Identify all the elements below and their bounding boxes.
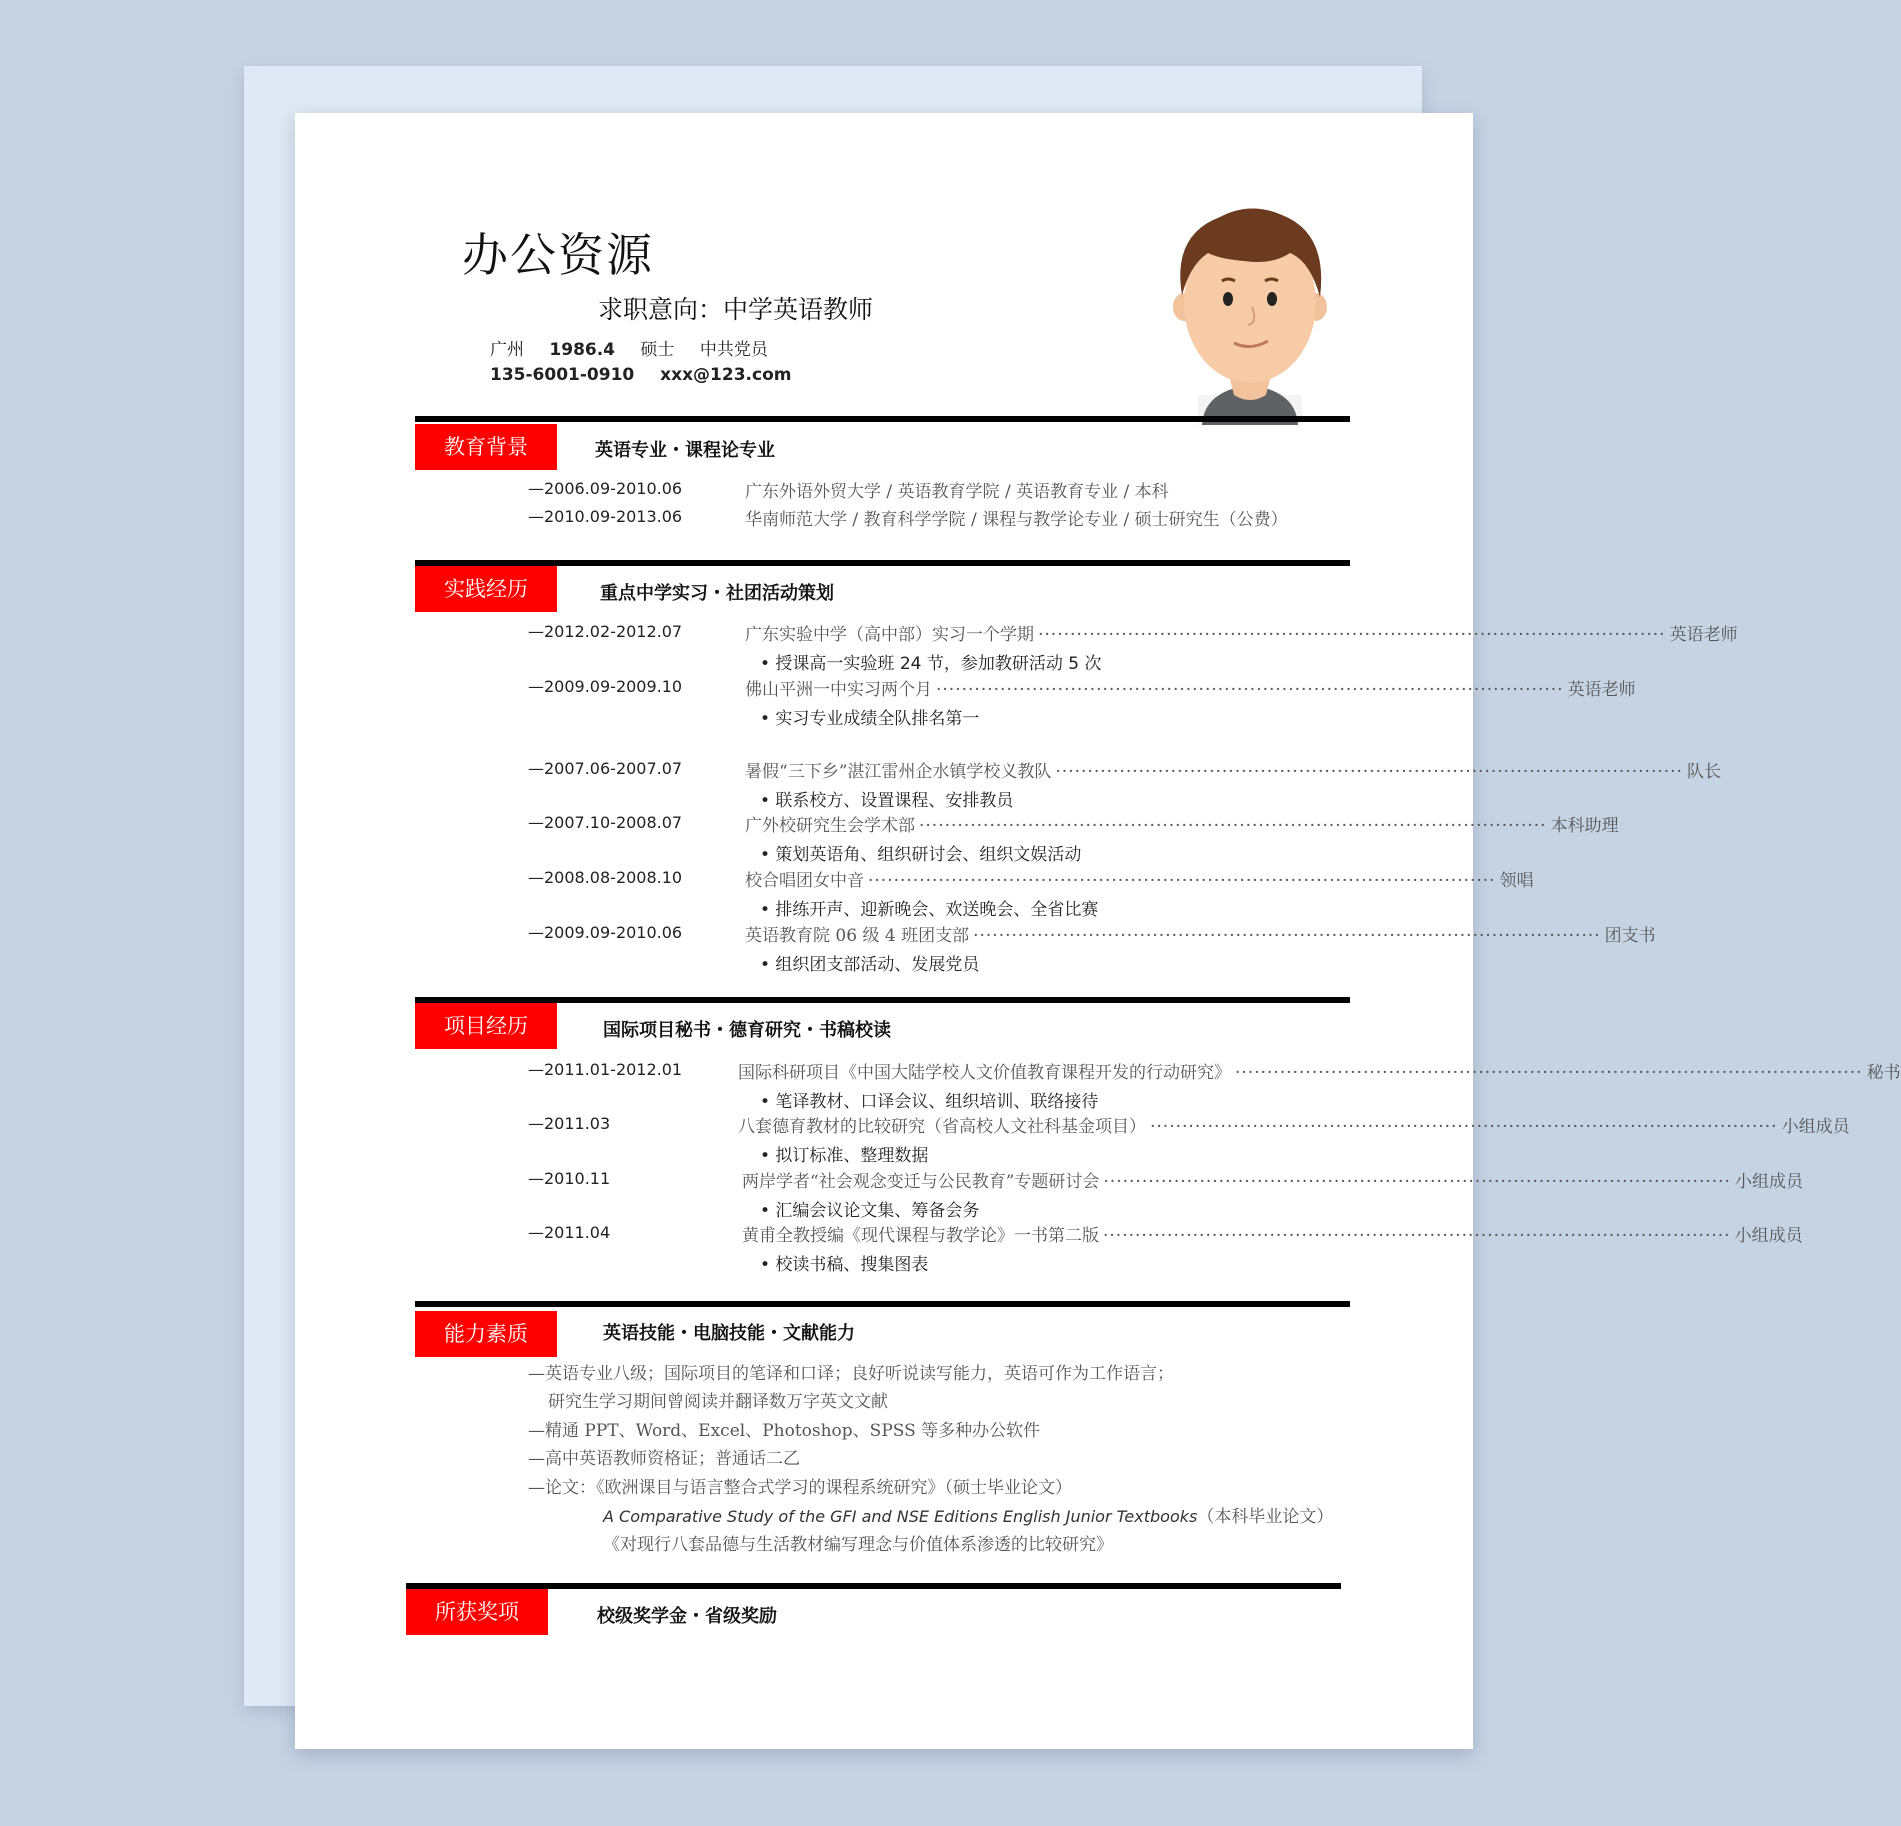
practice-date-5: —2008.08-2008.10 [528,868,683,887]
practice-role-1: 英语老师 [1669,625,1738,645]
candidate-name: 办公资源 [462,228,654,282]
project-entry-1 [738,1058,1901,1083]
project-title-2: 八套德育教材的比较研究（省高校人文社科基金项目） [738,1117,1146,1137]
project-entry-2 [738,1112,1850,1137]
project-date-4: —2011.04 [528,1223,611,1242]
practice-bullet-5: • 排练开声、迎新晚会、欢送晚会、全省比赛 [760,900,1099,920]
practice-bullet-1: • 授课高一实验班 24 节，参加教研活动 5 次 [760,654,1102,674]
practice-title-5: 校合唱团女中音 [745,871,864,891]
project-bullet-3: • 汇编会议论文集、筹备会务 [760,1201,980,1221]
practice-role-3: 队长 [1686,762,1721,782]
info-phone: 135-6001-0910 [490,365,635,385]
avatar [1160,195,1340,425]
section-subtitle-skills: 英语技能・电脑技能・文献能力 [603,1323,855,1344]
job-objective: 求职意向：中学英语教师 [598,295,874,324]
section-subtitle-practice: 重点中学实习・社团活动策划 [600,583,834,604]
edu-date-2: —2010.09-2013.06 [528,507,683,526]
project-role-3: 小组成员 [1734,1172,1803,1192]
leader-dots: ·································································································· [936,680,1564,700]
practice-title-2: 佛山平洲一中实习两个月 [745,680,932,700]
skill-line-1: —英语专业八级；国际项目的笔译和口译；良好听说读写能力，英语可作为工作语言； [528,1364,1174,1384]
info-party: 中共党员 [699,340,768,360]
project-role-1: 秘书 [1866,1063,1901,1083]
leader-dots: ·································································································· [1103,1226,1731,1246]
project-title-3: 两岸学者“社会观念变迁与公民教育”专题研讨会 [742,1172,1100,1192]
skill-line-2: 研究生学习期间曾阅读并翻译数万字英文文献 [548,1392,888,1412]
skill-paper-3: 《对现行八套品德与生活教材编写理念与价值体系渗透的比较研究》 [603,1535,1113,1555]
practice-entry-4 [745,811,1619,836]
practice-bullet-4: • 策划英语角、组织研讨会、组织文娱活动 [760,845,1082,865]
practice-title-3: 暑假“三下乡”湛江雷州企水镇学校义教队 [745,762,1052,782]
project-entry-4 [742,1221,1803,1246]
practice-bullet-3: • 联系校方、设置课程、安排教员 [760,791,1014,811]
section-tag-skills: 能力素质 [415,1311,557,1357]
practice-entry-6 [745,921,1656,946]
practice-date-4: —2007.10-2008.07 [528,813,683,832]
leader-dots: ·································································································· [1150,1117,1778,1137]
project-role-4: 小组成员 [1734,1226,1803,1246]
practice-bullet-6: • 组织团支部活动、发展党员 [760,955,980,975]
project-entry-3 [742,1167,1803,1192]
practice-date-6: —2009.09-2010.06 [528,923,683,942]
practice-title-6: 英语教育院 06 级 4 班团支部 [745,926,970,946]
project-date-1: —2011.01-2012.01 [528,1060,683,1079]
leader-dots: ·································································································· [973,926,1601,946]
practice-date-2: —2009.09-2009.10 [528,677,683,696]
practice-entry-2 [745,675,1636,700]
project-bullet-1: • 笔译教材、口译会议、组织培训、联络接待 [760,1092,1099,1112]
practice-entry-1 [745,620,1738,645]
project-role-2: 小组成员 [1781,1117,1850,1137]
leader-dots: ·································································································· [868,871,1496,891]
paper-2-english-title: A Comparative Study of the GFI and NSE Editions English Junior Textbooks [603,1507,1198,1526]
project-bullet-4: • 校读书稿、搜集图表 [760,1255,929,1275]
leader-dots: ·································································································· [1235,1063,1863,1083]
edu-entry-2: 华南师范大学 / 教育科学学院 / 课程与教学论专业 / 硕士研究生（公费） [745,510,1288,530]
practice-date-1: —2012.02-2012.07 [528,622,683,641]
practice-entry-3 [745,757,1721,782]
skill-line-3: —精通 PPT、Word、Excel、Photoshop、SPSS 等多种办公软件 [528,1421,1041,1441]
practice-role-4: 本科助理 [1550,816,1619,836]
info-degree: 硕士 [640,340,675,360]
section-bar-education [415,416,1350,422]
leader-dots: ·································································································· [1055,762,1683,782]
section-subtitle-education: 英语专业・课程论专业 [595,440,775,461]
project-title-1: 国际科研项目《中国大陆学校人文价值教育课程开发的行动研究》 [738,1063,1231,1083]
project-title-4: 黄甫全教授编《现代课程与教学论》一书第二版 [742,1226,1099,1246]
section-subtitle-projects: 国际项目秘书・德育研究・书稿校读 [603,1020,891,1041]
section-tag-education: 教育背景 [415,424,557,470]
info-city: 广州 [490,340,524,360]
practice-entry-5 [745,866,1534,891]
resume-page [295,113,1901,1749]
section-bar-skills [415,1301,1350,1307]
project-date-2: —2011.03 [528,1114,611,1133]
info-birth: 1986.4 [549,340,616,360]
info-email: xxx@123.com [660,365,792,385]
practice-role-6: 团支书 [1604,926,1656,946]
project-bullet-2: • 拟订标准、整理数据 [760,1146,929,1166]
practice-title-1: 广东实验中学（高中部）实习一个学期 [745,625,1034,645]
skill-paper-2 [603,1502,1333,1527]
section-subtitle-awards: 校级奖学金・省级奖励 [597,1606,777,1627]
practice-role-5: 领唱 [1499,871,1534,891]
practice-bullet-2: • 实习专业成绩全队排名第一 [760,709,980,729]
practice-role-2: 英语老师 [1567,680,1636,700]
practice-title-4: 广外校研究生会学术部 [745,816,915,836]
edu-date-1: —2006.09-2010.06 [528,479,683,498]
skill-line-4: —高中英语教师资格证；普通话二乙 [528,1449,800,1469]
paper-2-note: （本科毕业论文） [1197,1507,1334,1527]
contact-row [490,365,811,385]
basic-info-row [490,335,788,360]
practice-date-3: —2007.06-2007.07 [528,759,683,778]
project-date-3: —2010.11 [528,1169,611,1188]
section-tag-practice: 实践经历 [415,566,557,612]
section-tag-awards: 所获奖项 [406,1589,548,1635]
leader-dots: ·································································································· [1103,1172,1731,1192]
skill-line-5: —论文：《欧洲课目与语言整合式学习的课程系统研究》（硕士毕业论文） [528,1478,1072,1498]
leader-dots: ·································································································· [919,816,1547,836]
edu-entry-1: 广东外语外贸大学 / 英语教育学院 / 英语教育专业 / 本科 [745,482,1169,502]
section-tag-projects: 项目经历 [415,1003,557,1049]
leader-dots: ·································································································· [1038,625,1666,645]
